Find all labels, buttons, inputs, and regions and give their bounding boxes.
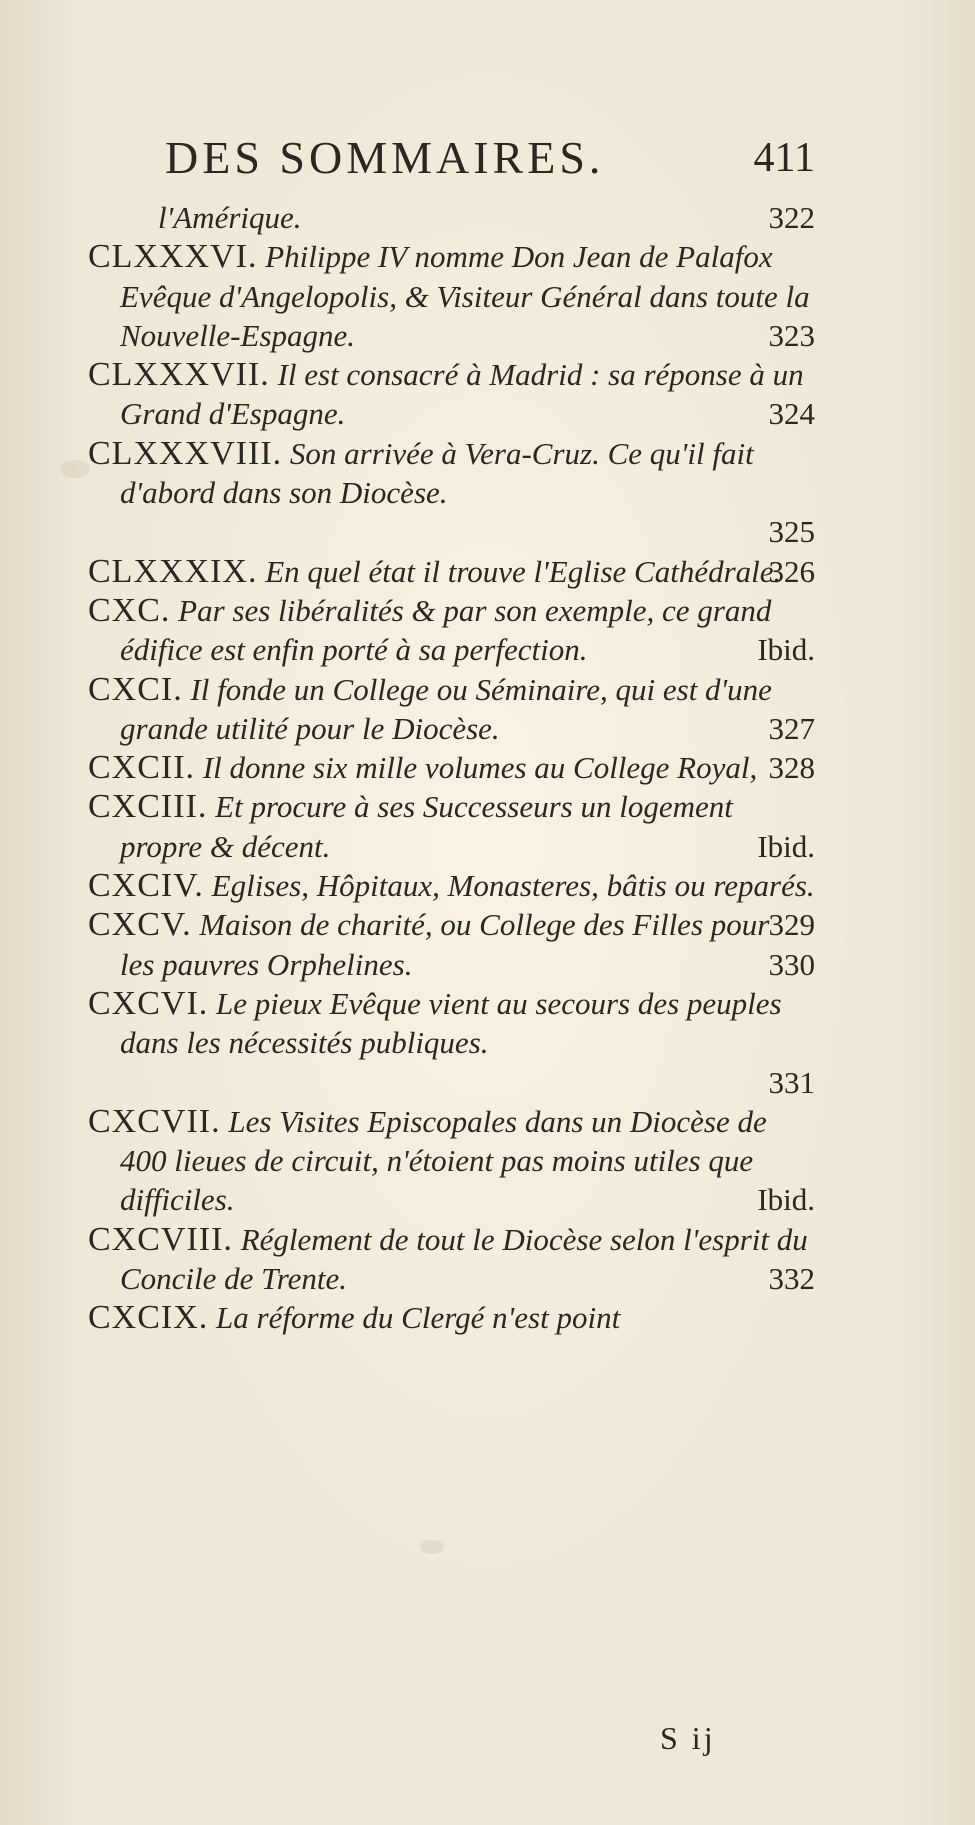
paper-stain xyxy=(420,1540,444,1554)
entry-page-ref: 328 xyxy=(768,750,815,786)
entry-description: Philippe IV nomme Don Jean de Palafox Evêque d'Angelopolis, & Visiteur Général dans toute la Nouvelle-Espagne. xyxy=(120,239,810,353)
entry-number: CXCIV. xyxy=(88,867,204,905)
page-number: 411 xyxy=(753,135,815,181)
entry-page-ref: 332 xyxy=(768,1261,815,1297)
entry-description: Maison de charité, ou College des Filles pour les pauvres Orphelines. xyxy=(120,907,770,982)
entry-page-ref: 325 xyxy=(768,514,815,550)
entry-description: Réglement de tout le Diocèse selon l'esprit du Concile de Trente. xyxy=(120,1221,808,1297)
summary-entry xyxy=(88,748,815,787)
entry-description: l'Amérique. xyxy=(158,200,302,235)
entry-number: CXCI. xyxy=(88,670,183,708)
entry-number: CXCV. xyxy=(88,906,192,944)
entry-page-ref: 331 xyxy=(768,1064,815,1100)
entry-description: Il donne six mille volumes au College Royal, xyxy=(202,750,758,786)
entry-description: Le pieux Evêque vient au secours des peuples dans les nécessités publiques. xyxy=(120,985,782,1061)
summary-entry xyxy=(88,787,815,866)
summary-entry xyxy=(88,670,815,749)
summary-entry xyxy=(88,552,815,591)
entry-page-ref: 329 xyxy=(768,907,815,943)
summary-entry xyxy=(88,1220,815,1299)
entry-description: En quel état il trouve l'Eglise Cathédrale. xyxy=(265,553,782,589)
entry-page-ref: 326 xyxy=(768,553,815,589)
entry-number: CXCVI. xyxy=(88,984,209,1022)
entry-number: CXC. xyxy=(88,591,171,629)
entry-page-ref: 323 xyxy=(768,317,815,353)
entry-description: Il fonde un College ou Séminaire, qui est d'une grande utilité pour le Diocèse. xyxy=(120,671,772,746)
summary-entries xyxy=(88,198,815,1338)
entry-description: Par ses libéralités & par son exemple, ce grand édifice est enfin porté à sa perfection. xyxy=(120,592,772,668)
paper-stain xyxy=(60,460,90,478)
entry-number: CLXXXIX. xyxy=(88,552,258,590)
entry-description: Son arrivée à Vera-Cruz. Ce qu'il fait d'abord dans son Diocèse. xyxy=(120,435,754,511)
entry-number: CXCVII. xyxy=(88,1102,221,1140)
entry-page-ref: 322 xyxy=(768,200,815,235)
summary-entry xyxy=(88,1298,815,1337)
summary-entry xyxy=(88,434,815,552)
entry-description: Eglises, Hôpitaux, Monasteres, bâtis ou reparés. xyxy=(211,868,815,904)
running-title: DES SOMMAIRES. xyxy=(165,132,605,183)
entry-number: CLXXXVII. xyxy=(88,356,270,394)
entry-page-ref: 330 xyxy=(768,946,815,982)
entry-description: La réforme du Clergé n'est point xyxy=(216,1300,621,1336)
page-header xyxy=(165,133,815,183)
entry-page-ref: Ibid. xyxy=(757,1182,815,1218)
entry-page-ref: 327 xyxy=(768,710,815,746)
entry-number: CLXXXVIII. xyxy=(88,434,283,472)
entry-number: CLXXXVI. xyxy=(88,238,258,276)
entry-number: CXCII. xyxy=(88,749,196,787)
entry-page-ref: 324 xyxy=(768,396,815,432)
entry-description: Et procure à ses Successeurs un logement propre & décent. xyxy=(120,789,733,864)
entry-number: CXCVIII. xyxy=(88,1220,233,1258)
summary-entry xyxy=(88,355,815,434)
entry-description: Il est consacré à Madrid : sa réponse à un Grand d'Espagne. xyxy=(120,357,804,432)
summary-entry xyxy=(88,591,815,670)
entry-page-ref: Ibid. xyxy=(757,828,815,864)
summary-entry xyxy=(88,905,815,984)
entry-number: CXCIII. xyxy=(88,788,208,826)
entry-description: Les Visites Episcopales dans un Diocèse de 400 lieues de circuit, n'étoient pas moins utiles que difficiles. xyxy=(120,1103,767,1218)
summary-entry xyxy=(88,984,815,1102)
summary-entry xyxy=(88,198,815,237)
entry-page-ref: Ibid. xyxy=(757,632,815,668)
summary-entry xyxy=(88,237,815,355)
summary-entry xyxy=(88,1102,815,1220)
entry-number: CXCIX. xyxy=(88,1299,209,1337)
signature-mark: S ij xyxy=(660,1720,716,1756)
